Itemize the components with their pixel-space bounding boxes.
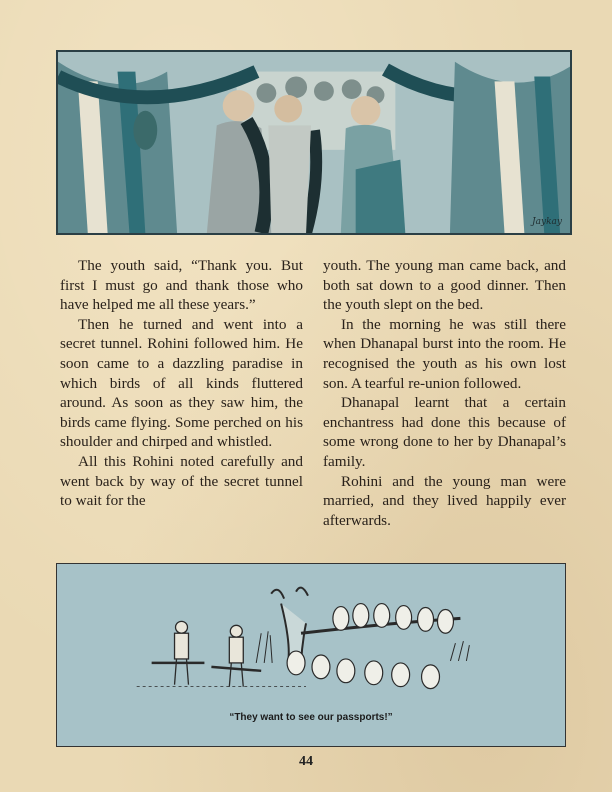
passport-cartoon: [56, 563, 566, 747]
left-text-column: [60, 256, 303, 511]
story-paragraph: Rohini and the young man were married, and they lived happily ever afterwards.: [323, 472, 566, 529]
wedding-scene-drawing: [58, 52, 570, 233]
cartoon-caption: “They want to see our passports!”: [229, 712, 393, 723]
artist-signature: Jaykay: [532, 217, 562, 227]
right-text-column: [323, 256, 566, 530]
story-paragraph: In the morning he was still there when Dhanapal burst into the room. He recognised the youth as his own lost son. A tearful re-union followed.: [323, 315, 566, 392]
story-paragraph: youth. The young man came back, and both sat down to a good dinner. Then the youth slept on the bed.: [323, 257, 566, 314]
story-paragraph: All this Rohini noted carefully and went back by way of the secret tunnel to wait for the: [60, 452, 303, 510]
story-paragraph: Then he turned and went into a secret tunnel. Rohini followed him. He soon came to a dazzling paradise in which birds of all kinds fluttered around. As soon as they saw him, the birds came flying. Some perched on his shoulder and chirped and whistled.: [60, 315, 303, 451]
wedding-illustration: [56, 50, 572, 235]
page-number: 44: [299, 754, 313, 769]
story-paragraph: Dhanapal learnt that a certain enchantress had done this because of some wrong done to her by Dhanapal’s family.: [323, 394, 566, 470]
story-paragraph: The youth said, “Thank you. But first I must go and thank those who have helped me all these years.”: [60, 257, 303, 314]
